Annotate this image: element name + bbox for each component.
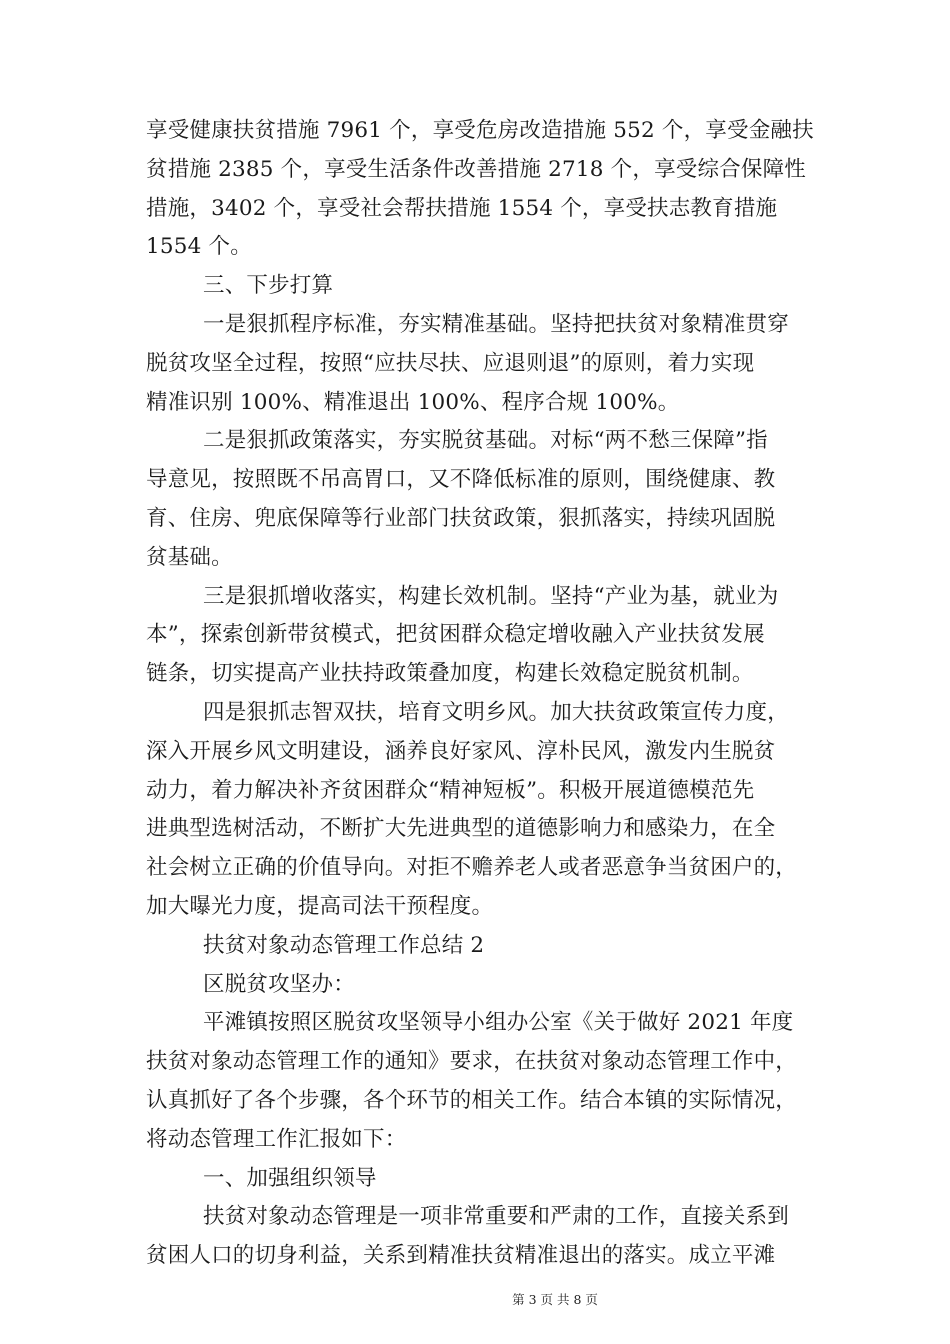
text-line: 贫措施 2385 个，享受生活条件改善措施 2718 个，享受综合保障性	[146, 156, 806, 182]
text-line: 四是狠抓志智双扶，培育文明乡风。加大扶贫政策宣传力度，	[203, 699, 789, 725]
text-line: 一是狠抓程序标准，夯实精准基础。坚持把扶贫对象精准贯穿	[203, 311, 789, 337]
text-line: 脱贫攻坚全过程，按照“应扶尽扶、应退则退”的原则，着力实现	[146, 350, 755, 376]
text-line: 扶贫对象动态管理工作的通知》要求，在扶贫对象动态管理工作中，	[146, 1049, 798, 1075]
text-line: 三是狠抓增收落实，构建长效机制。坚持“产业为基，就业为	[203, 583, 779, 609]
text-line: 二是狠抓政策落实，夯实脱贫基础。对标“两不愁三保障”指	[203, 428, 768, 454]
text-line: 1554 个。	[146, 234, 252, 260]
addressee: 区脱贫攻坚办：	[203, 971, 355, 997]
text-line: 措施，3402 个，享受社会帮扶措施 1554 个，享受扶志教育措施	[146, 195, 778, 221]
text-line: 认真抓好了各个步骤，各个环节的相关工作。结合本镇的实际情况，	[146, 1087, 798, 1113]
text-line: 社会树立正确的价值导向。对拒不赡养老人或者恶意争当贫困户的，	[146, 855, 798, 881]
text-line: 育、住房、兜底保障等行业部门扶贫政策，狠抓落实，持续巩固脱	[146, 505, 776, 531]
document-title: 扶贫对象动态管理工作总结 2	[203, 932, 485, 958]
text-line: 导意见，按照既不吊高胃口，又不降低标准的原则，围绕健康、教	[146, 467, 776, 493]
text-line: 贫基础。	[146, 544, 233, 570]
text-line: 享受健康扶贫措施 7961 个，享受危房改造措施 552 个，享受金融扶	[146, 118, 814, 143]
text-line: 本”，探索创新带贫模式，把贫困群众稳定增收融入产业扶贫发展	[146, 622, 765, 648]
text-line: 链条，切实提高产业扶持政策叠加度，构建长效稳定脱贫机制。	[146, 661, 754, 687]
text-line: 平滩镇按照区脱贫攻坚领导小组办公室《关于做好 2021 年度	[203, 1010, 794, 1036]
text-line: 进典型选树活动，不断扩大先进典型的道德影响力和感染力，在全	[146, 816, 776, 842]
text-line: 动力，着力解决补齐贫困群众“精神短板”。积极开展道德模范先	[146, 777, 755, 803]
section-heading: 一、加强组织领导	[203, 1165, 377, 1191]
text-line: 扶贫对象动态管理是一项非常重要和严肃的工作，直接关系到	[203, 1204, 789, 1230]
page-number: 第 3 页 共 8 页	[512, 1292, 598, 1307]
document-body	[146, 112, 826, 1276]
text-line: 精准识别 100%、精准退出 100%、程序合规 100%。	[146, 389, 680, 415]
text-line: 贫困人口的切身利益，关系到精准扶贫精准退出的落实。成立平滩	[146, 1243, 776, 1269]
section-heading: 三、下步打算	[203, 273, 334, 299]
text-line: 加大曝光力度，提高司法干预程度。	[146, 893, 494, 919]
text-line: 深入开展乡风文明建设，涵养良好家风、淳朴民风，激发内生脱贫	[146, 738, 776, 764]
text-line: 将动态管理工作汇报如下：	[146, 1126, 407, 1152]
